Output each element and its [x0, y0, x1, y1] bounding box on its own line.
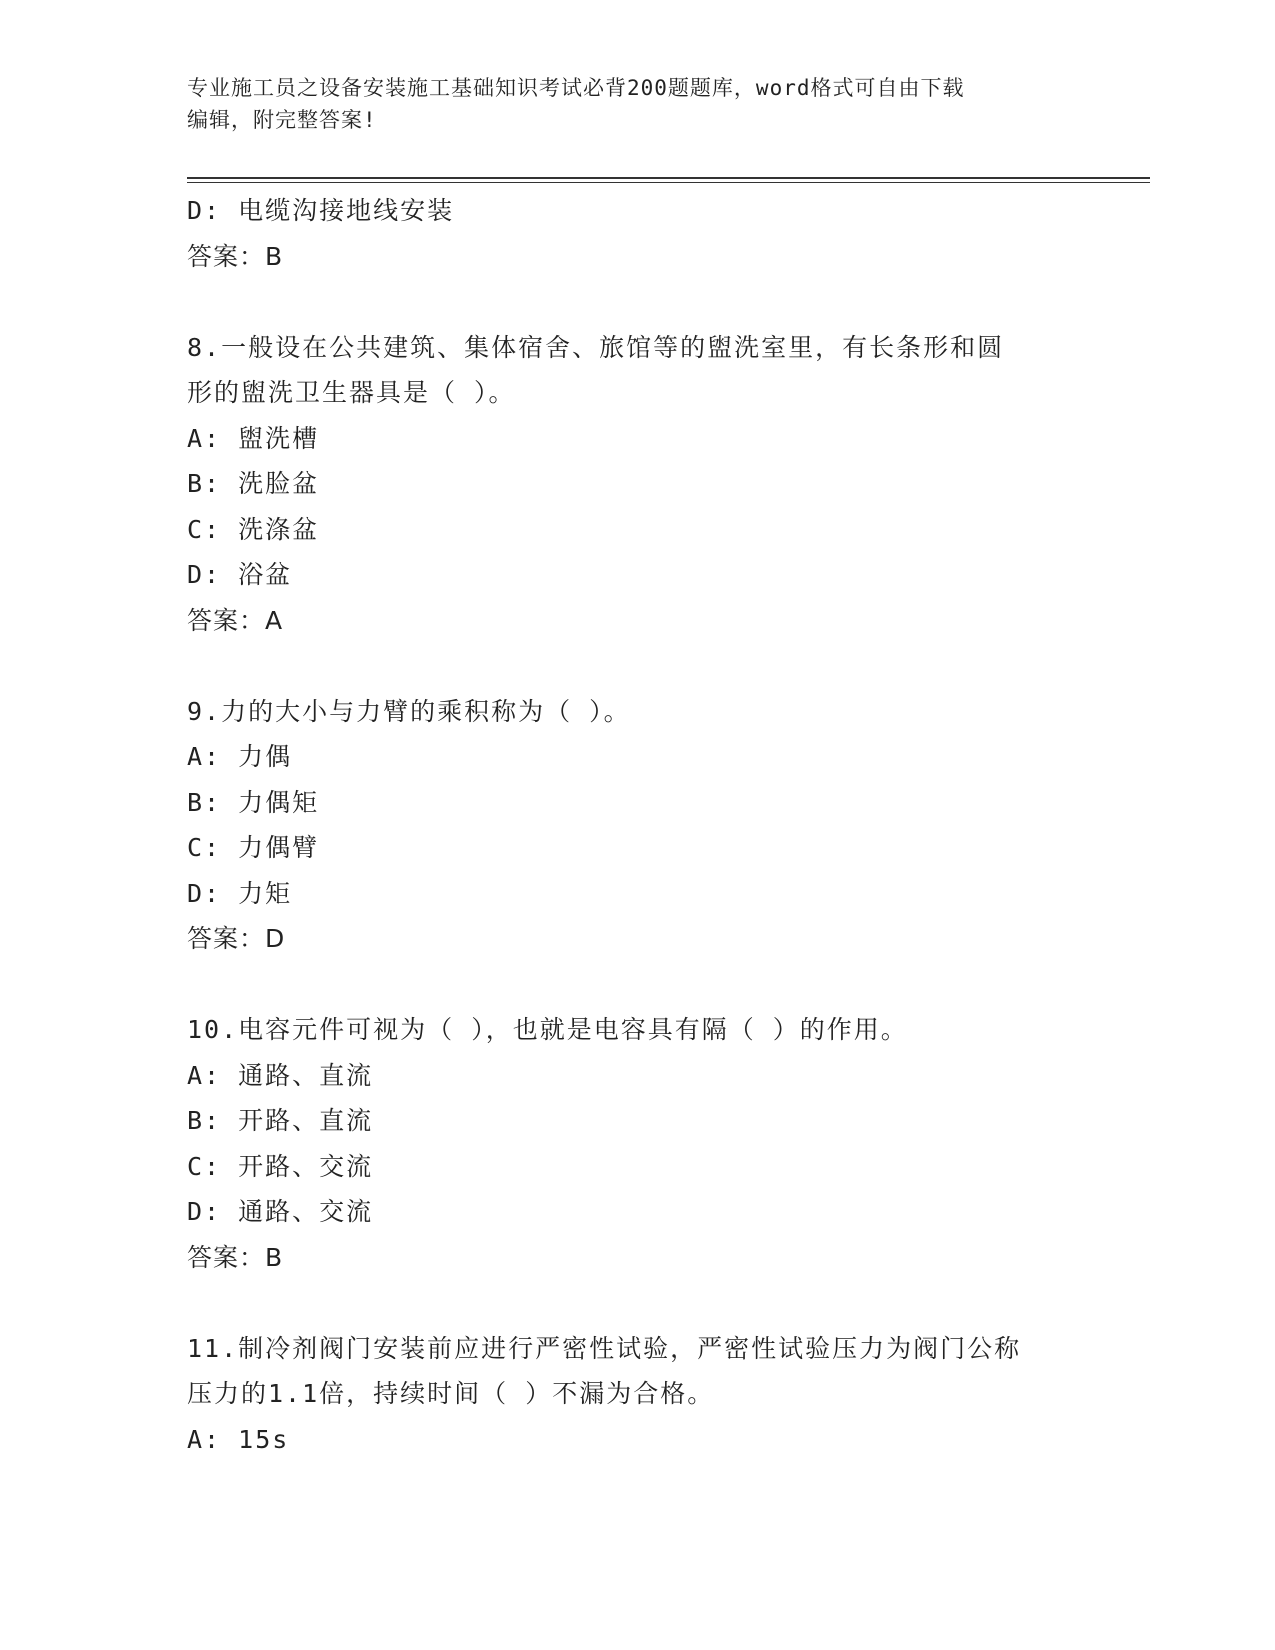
spacer — [187, 279, 1087, 325]
spacer — [187, 643, 1087, 689]
question-text-line: 形的盥洗卫生器具是（ ）。 — [187, 378, 516, 407]
option-c: C: 开路、交流 — [187, 1151, 374, 1181]
spacer — [187, 962, 1087, 1008]
answer-line: 答案：D — [187, 924, 286, 953]
option-c: C: 力偶臂 — [187, 833, 320, 862]
option-d: D: 通路、交流 — [187, 1197, 374, 1226]
option-d: D: 浴盆 — [187, 560, 293, 589]
header-title-line1: 专业施工员之设备安装施工基础知识考试必背200题题库，word格式可自由下载 — [187, 76, 965, 100]
option-a: A: 通路、直流 — [187, 1060, 374, 1090]
header-divider-thick — [187, 177, 1150, 179]
question-text-line: 9.力的大小与力臂的乘积称为（ ）。 — [187, 696, 631, 726]
option-b: B: 洗脸盆 — [187, 469, 320, 498]
option-a: A: 15s — [187, 1424, 290, 1454]
option-d: D: 力矩 — [187, 878, 293, 908]
question-text-line: 10.电容元件可视为（ ），也就是电容具有隔（ ）的作用。 — [187, 1015, 908, 1044]
header-divider-thin — [187, 182, 1150, 183]
question-9 — [187, 689, 1087, 962]
option-b: B: 开路、直流 — [187, 1106, 374, 1135]
question-11 — [187, 1326, 1087, 1463]
answer-line: 答案：B — [187, 1242, 284, 1272]
question-8 — [187, 325, 1087, 644]
answer-line: 答案：A — [187, 605, 284, 635]
question-10 — [187, 1007, 1087, 1280]
page-header — [187, 72, 1087, 136]
prev-option-d: D: 电缆沟接地线安装 — [187, 196, 455, 225]
question-text-line: 压力的1.1倍，持续时间（ ）不漏为合格。 — [187, 1379, 715, 1408]
option-a: A: 盥洗槽 — [187, 423, 320, 453]
prev-answer: 答案：B — [187, 241, 284, 271]
spacer — [187, 1280, 1087, 1326]
header-title-line2: 编辑，附完整答案! — [187, 108, 377, 132]
option-c: C: 洗涤盆 — [187, 514, 320, 544]
option-a: A: 力偶 — [187, 742, 293, 771]
question-content — [187, 188, 1087, 1462]
question-text-line: 8.一般设在公共建筑、集体宿舍、旅馆等的盥洗室里，有长条形和圆 — [187, 332, 1005, 362]
option-b: B: 力偶矩 — [187, 787, 320, 817]
question-text-line: 11.制冷剂阀门安装前应进行严密性试验，严密性试验压力为阀门公称 — [187, 1333, 1022, 1363]
